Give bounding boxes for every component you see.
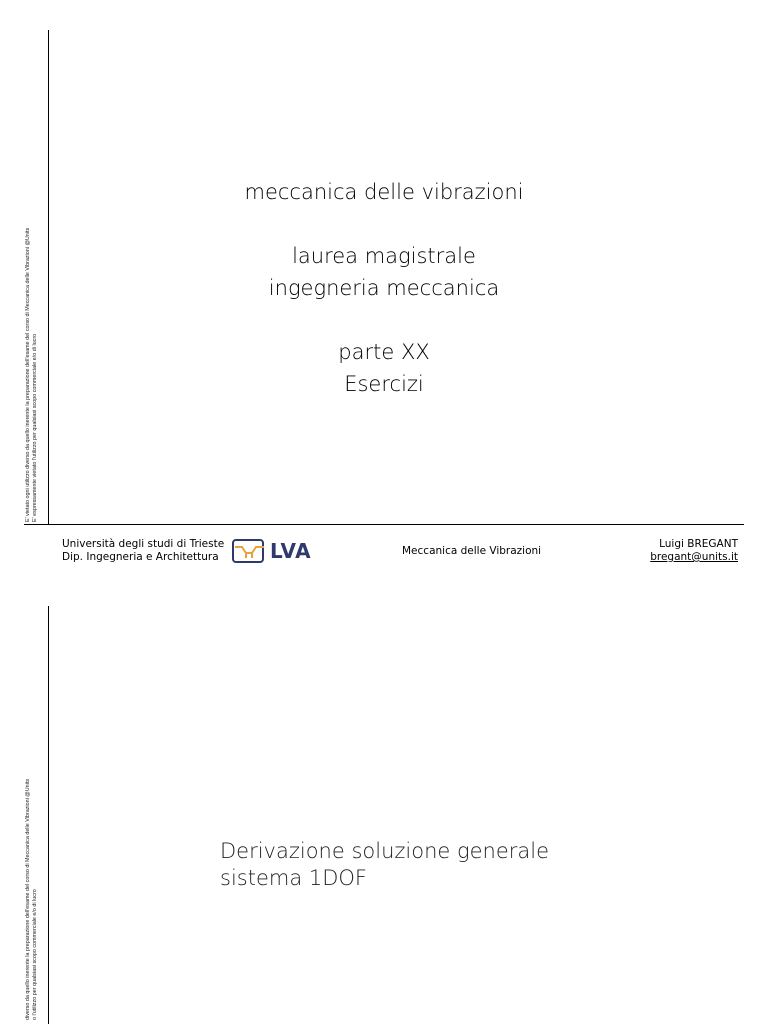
university-name: Università degli studi di Trieste (62, 538, 225, 550)
slide2-title (220, 838, 549, 892)
copyright-line-1: diverso da quello inerente la preparazione dell'esame del corso di Meccanica delle Vibrazioni @Units (25, 778, 31, 1020)
lva-logo (232, 539, 311, 563)
copyright-line-2: E' espressamente vietato l'utilizzo per qualsiasi scopo commerciale e/o di lucro (32, 333, 38, 522)
department-name: Dip. Ingegneria e Architettura (62, 551, 219, 563)
title-line: parte XX (338, 340, 430, 364)
slide1-left-rule (48, 30, 49, 524)
footer-author (650, 538, 738, 564)
footer-institution (62, 538, 224, 564)
title-line (190, 304, 578, 336)
slide1-copyright-note (25, 228, 39, 522)
copyright-line-1: E' vietato ogni utilizzo diverso da quello inerente la preparazione dell'esame del corso di Meccanica delle Vibrazioni @Units (25, 227, 31, 522)
author-email-link[interactable]: bregant@units.it (650, 551, 738, 563)
slide1-title-block (190, 176, 578, 400)
title-line: Esercizi (344, 372, 424, 396)
course-name: Meccanica delle Vibrazioni (402, 545, 542, 557)
copyright-line-2: o l'utilizzo per qualsiasi scopo commerciale e/o di lucro (32, 889, 38, 1020)
slide2-left-rule (48, 606, 49, 1024)
author-name: Luigi BREGANT (659, 538, 738, 550)
lva-logo-text: LVA (270, 539, 312, 563)
title-line: ingegneria meccanica (268, 276, 500, 300)
title-line: meccanica delle vibrazioni (244, 180, 524, 204)
slide2-title-line-1: Derivazione soluzione generale (220, 839, 550, 863)
title-line: laurea magistrale (292, 244, 476, 268)
slide1-footer-rule (24, 524, 744, 525)
slide2-title-line-2: sistema 1DOF (220, 866, 368, 890)
slide2-copyright-note (25, 779, 39, 1020)
title-line (190, 208, 578, 240)
lva-logo-icon (232, 539, 266, 563)
